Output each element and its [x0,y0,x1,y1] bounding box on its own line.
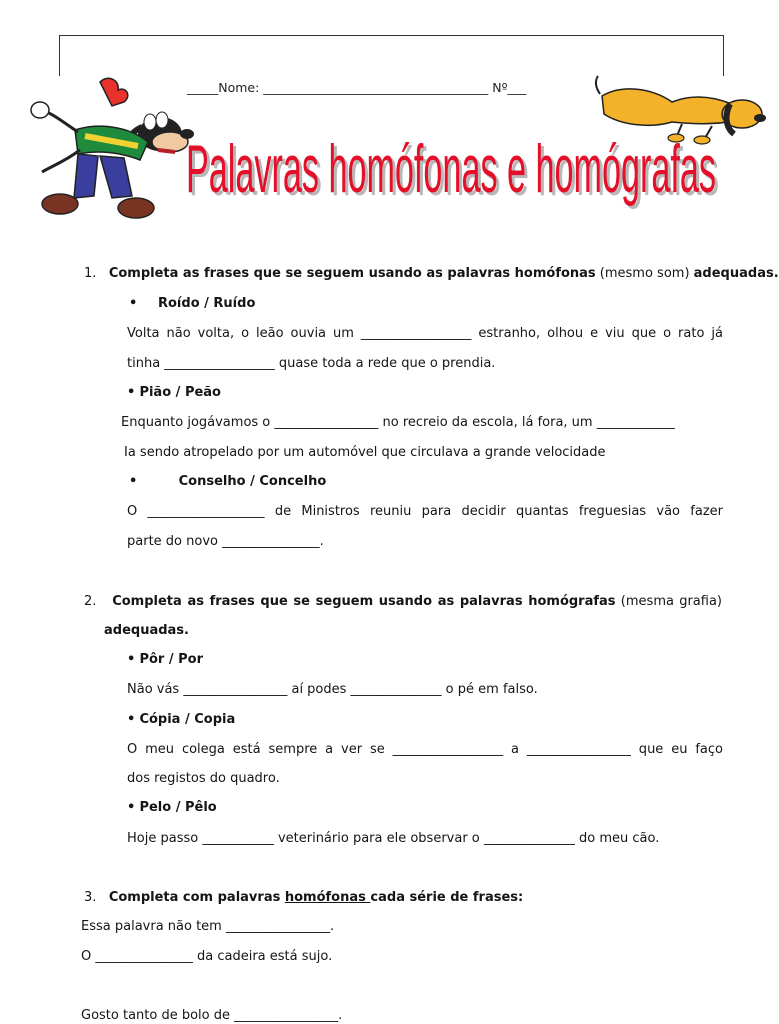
sentence-line: O _______________ da cadeira está sujo. [81,949,333,964]
group-heading-conselho-concelho: • Conselho / Concelho [129,474,327,489]
exercise3-number: 3. [84,890,97,905]
sentence-line: Não vás ________________ aí podes ______________ o pé em falso. [127,682,538,697]
sentence-line: Essa palavra não tem ________________. [81,919,335,934]
title-text: Palavras homófonas e homógrafas [186,131,716,207]
sentence-line: dos registos do quadro. [127,771,280,786]
worksheet-title [180,118,725,240]
group-heading-copia-copia: • Cópia / Copia [127,712,236,727]
group-heading-pelo-pelo: • Pelo / Pêlo [127,800,217,815]
title-shadow: Palavras homófonas e homógrafas [189,134,719,210]
sentence-line: tinha _________________ quase toda a rede que o prendia. [127,356,496,371]
sentence-line: Hoje passo ___________ veterinário para ele observar o ______________ do meu cão. [127,831,660,846]
name-field-line[interactable]: _____Nome: ____________________________________ Nº___ [187,80,527,95]
sentence-line: parte do novo _______________. [127,534,324,549]
exercise2-instruction: 2. Completa as frases que se seguem usando as palavras homógrafas (mesma grafia) [84,594,722,609]
group-heading-piao-peao: • Pião / Peão [127,385,221,400]
group-heading-por-por: • Pôr / Por [127,652,203,667]
sentence-line: O meu colega está sempre a ver se _________________ a ________________ que eu faço [127,742,723,757]
sentence-line: Ia sendo atropelado por um automóvel que circulava a grande velocidade [124,445,606,460]
exercise1-number: 1. [84,266,97,281]
exercise2-instruction-end: adequadas. [104,623,189,638]
exercise3-instruction: 3. Completa com palavras homófonas cada série de frases: [84,890,524,905]
exercise1-instruction: 1. Completa as frases que se seguem usando as palavras homófonas (mesmo som) adequadas. [84,266,779,281]
sentence-line: Volta não volta, o leão ouvia um _________________ estranho, olhou e viu que o rato já [127,326,723,341]
group-heading-roido-ruido: • Roído / Ruído [129,296,256,311]
exercise2-number: 2. [84,594,97,609]
sentence-line: O __________________ de Ministros reuniu para decidir quantas freguesias vão fazer [127,504,723,519]
goofy-illustration [20,72,195,227]
sentence-line: Enquanto jogávamos o ________________ no recreio da escola, lá fora, um ____________ [121,415,675,430]
sentence-line: Gosto tanto de bolo de ________________. [81,1008,343,1023]
